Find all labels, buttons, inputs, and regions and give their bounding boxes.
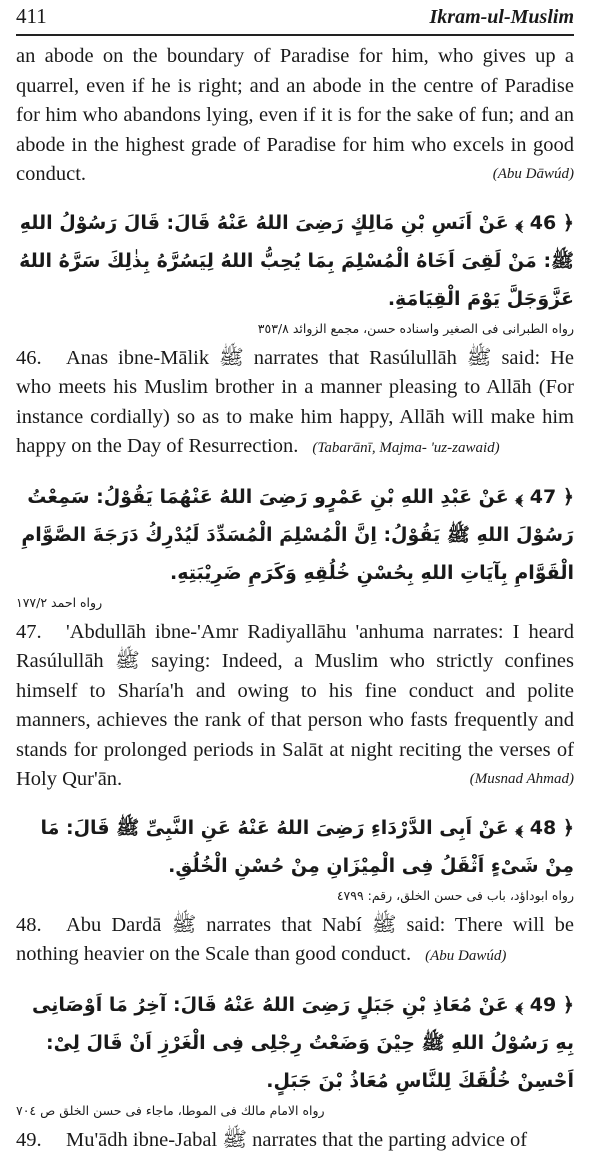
- hadith-46-arabic: ﴿ 46 ﴾ عَنْ اَنَسِ بْنِ مَالِكٍ رَضِىَ اللهُ عَنْهُ قَالَ: قَالَ رَسُوْلُ اللهِ ﷺ: مَنْ لَقِىَ اَخَاهُ الْمُسْلِمَ بِمَا يُحِبُّ اللهُ لِيَسُرَّهُ بِذٰلِكَ سَرَّهُ اللهُ عَزَّوَجَلَّ يَوْمَ الْقِيَامَةِ.: [16, 204, 574, 318]
- hadith-49-reference-line: [16, 1100, 574, 1122]
- hadith-49-reference: رواه الامام مالك فى الموطا، ماجاء فى حسن الخلق ص ٧٠٤: [16, 1103, 325, 1118]
- hadith-48-translation: [16, 911, 574, 972]
- hadith-48-text: Abu Dardā ﷺ narrates that Nabí ﷺ said: There will be nothing heavier on the Scale than good conduct.: [16, 914, 574, 966]
- hadith-46-source: (Tabarānī, Majma- 'uz-zawaid): [312, 440, 499, 456]
- hadith-46-reference: رواه الطبرانى فى الصغير واسناده حسن، مجمع الزوائد ٣٥٣/٨: [16, 318, 574, 340]
- hadith-49-translation: [16, 1126, 574, 1155]
- hadith-49-arabic: ﴿ 49 ﴾ عَنْ مُعَاذِ بْنِ جَبَلٍ رَضِىَ اللهُ عَنْهُ قَالَ: آخِرُ مَا اَوْصَانِى بِهِ رَسُوْلُ اللهِ ﷺ حِيْنَ وَضَعْتُ رِجْلِى فِى الْغَرْزِ اَنْ قَالَ لِىْ: اَحْسِنْ خُلُقَكَ لِلنَّاسِ مُعَاذُ بْنَ جَبَلٍ.: [16, 986, 574, 1100]
- hadith-46-number: 46.: [16, 344, 66, 374]
- hadith-47-source: (Musnad Ahmad): [470, 765, 574, 795]
- page-header: [16, 0, 574, 34]
- hadith-46-text: Anas ibne-Mālik ﷺ narrates that Rasúlullāh ﷺ said: He who meets his Muslim brother in a manner pleasing to Allāh (For instance cordially) so as to make him happy, Allāh will make him happy on the Day of Resurrection.: [16, 347, 574, 458]
- page-number: 411: [16, 4, 47, 29]
- intro-paragraph: [16, 42, 574, 190]
- hadith-48-arabic: ﴿ 48 ﴾ عَنْ اَبِى الدَّرْدَاءِ رَضِىَ اللهُ عَنْهُ عَنِ النَّبِىِّ ﷺ قَالَ: مَا مِنْ شَىْءٍ اَثْقَلُ فِى الْمِيْزَانِ مِنْ حُسْنِ الْخُلُقِ.: [16, 809, 574, 885]
- hadith-47-arabic: ﴿ 47 ﴾ عَنْ عَبْدِ اللهِ بْنِ عَمْرٍو رَضِىَ اللهُ عَنْهُمَا يَقُوْلُ: سَمِعْتُ رَسُوْلَ اللهِ ﷺ يَقُوْلُ: اِنَّ الْمُسْلِمَ الْمُسَدِّدَ لَيُدْرِكُ دَرَجَةَ الصَّوَّامِ الْقَوَّامِ بِآيَاتِ اللهِ بِحُسْنِ خُلُقِهِ وَكَرَمِ ضَرِيْبَتِهِ.: [16, 478, 574, 592]
- hadith-48-number: 48.: [16, 911, 66, 941]
- hadith-47-reference-line: [16, 592, 574, 614]
- header-rule: [16, 34, 574, 36]
- hadith-48-reference: رواه ابوداؤد، باب فى حسن الخلق، رقم: ٤٧٩٩: [16, 885, 574, 907]
- hadith-49-text: Mu'ādh ibne-Jabal ﷺ narrates that the parting advice of: [66, 1129, 527, 1151]
- hadith-47-reference: رواه احمد ١٧٧/٢: [16, 595, 102, 610]
- hadith-47-translation: [16, 618, 574, 795]
- hadith-47-text: 'Abdullāh ibne-'Amr Radiyallāhu 'anhuma narrates: I heard Rasúlullāh ﷺ saying: Indeed, a Muslim who strictly confines himself to Sharía'h and owing to his fine conduct and polite manners, achieves the rank of that person who fasts frequently and stands for prolonged periods in Salāt at night reciting the verses of Holy Qur'ān.: [16, 621, 574, 791]
- intro-source: (Abu Dāwúd): [493, 160, 574, 190]
- intro-text: an abode on the boundary of Paradise for him, who gives up a quarrel, even if he is right; and an abode in the centre of Paradise for him who abandons lying, even if it is for the sake of fun; and an abode in the highest grade of Paradise for him who excels in good conduct.: [16, 45, 574, 185]
- running-title: Ikram-ul-Muslim: [430, 6, 574, 29]
- hadith-47-number: 47.: [16, 618, 66, 648]
- hadith-48-source: (Abu Dawúd): [425, 948, 506, 964]
- hadith-46-translation: [16, 344, 574, 464]
- hadith-49-number: 49.: [16, 1126, 66, 1155]
